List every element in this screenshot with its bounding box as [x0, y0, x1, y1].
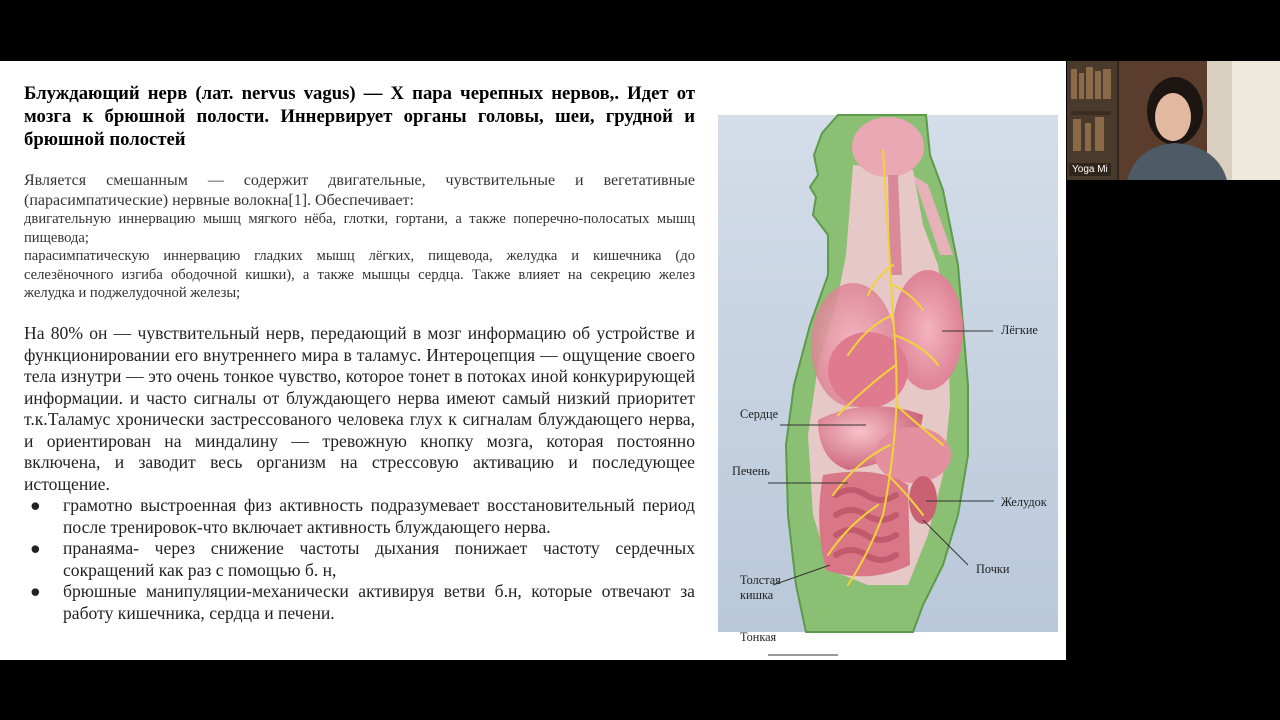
- bullet-marker: ●: [30, 538, 41, 558]
- slide-title: Блуждающий нерв (лат. nervus vagus) — X пара черепных нервов,. Идет от мозга к брюшной полости. Иннервирует органы головы, шеи, грудной и брюшной полостей: [24, 83, 695, 150]
- label-lungs: Лёгкие: [1001, 323, 1038, 337]
- bullet-text: брюшные манипуляции-механически активируя ветви б.н, которые отвечают за работу кишечника, сердца и печени.: [63, 581, 695, 623]
- label-small-intestine-line1: Тонкая: [740, 630, 777, 644]
- intro-parasympathetic-item: парасимпатическую иннервацию гладких мышц лёгких, пищевода, желудка и кишечника (до селезёночного изгиба ободочной кишки), а также мышцы сердца. Также влияет на секрецию желез желудка и поджелудочной железы;: [24, 248, 695, 302]
- participant-name-label: Yoga Mi: [1069, 163, 1111, 176]
- face: [1155, 93, 1191, 141]
- body-paragraph: На 80% он — чувствительный нерв, передающий в мозг информацию об устройстве и функционировании его внутреннего мира в таламус. Интероцепция — ощущение своего тела изнутри — это очень тонкое чувство, которое тонет в потоках иной конкурирующей информации. и часто сигналы от блуждающего нерва имеют самый низкий приоритет т.к.Таламус хронически застрессованого человека глух к сигналам блуждающего нерва, и ориентирован на миндалину — тревожную кнопку мозга, которая постоянно включена, и заводит весь организм на стрессовую активацию и последующее истощение.: [24, 323, 695, 494]
- label-large-intestine-line2: кишка: [740, 588, 774, 602]
- label-heart: Сердце: [740, 407, 779, 421]
- participant-video-tile[interactable]: [1067, 61, 1280, 180]
- anatomy-drawing: [718, 115, 1058, 632]
- vagus-nerve-anatomy-illustration: [718, 115, 1058, 644]
- bullet-item: [24, 581, 695, 624]
- brain: [852, 117, 924, 177]
- slide-body: [24, 323, 695, 624]
- bullet-text: грамотно выстроенная физ активность подразумевает восстановительный период после тренировок-что включает активность блуждающего нерва.: [63, 495, 695, 537]
- label-liver: Печень: [732, 464, 770, 478]
- large-intestine: [819, 472, 910, 577]
- label-kidneys: Почки: [976, 562, 1010, 576]
- slide-intro: [24, 171, 695, 303]
- intro-motor-item: двигательную иннервацию мышц мягкого нёба, глотки, гортани, а также поперечно-полосатых мышц пищевода;: [24, 211, 695, 246]
- label-stomach: Желудок: [1001, 495, 1047, 509]
- bullet-text: пранаяма- через снижение частоты дыхания понижает частоту сердечных сокращений как раз с помощью б. н,: [63, 538, 695, 580]
- bullet-marker: ●: [30, 581, 41, 601]
- kidneys: [909, 476, 937, 524]
- shared-slide: [0, 61, 1066, 660]
- bullet-item: [24, 538, 695, 581]
- label-large-intestine-line1: Толстая: [740, 573, 781, 587]
- bullet-list: [24, 495, 695, 624]
- stomach: [875, 427, 951, 483]
- bullet-marker: ●: [30, 495, 41, 515]
- intro-paragraph: Является смешанным — содержит двигательные, чувствительные и вегетативные (парасимпатические) нервные волокна[1]. Обеспечивает:: [24, 172, 695, 209]
- bullet-item: [24, 495, 695, 538]
